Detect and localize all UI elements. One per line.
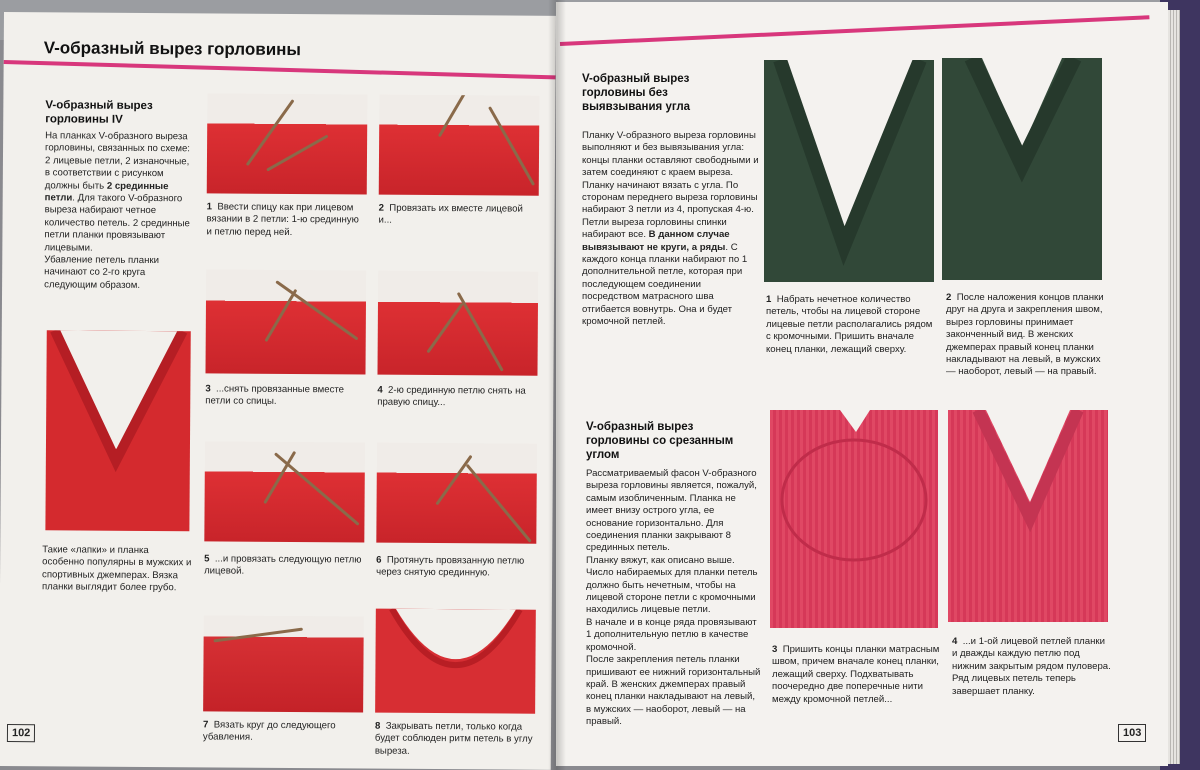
step-3-caption: 3 ...снять провязанные вместе петли со спицы. [205, 383, 345, 408]
right-page [556, 2, 1168, 766]
step-7-caption: 7 Вязать круг до следующего убавления. [202, 719, 336, 744]
intro-text: На планках V-образного выреза горловины, связанных по схеме: 2 лицевые петли, 2 изнаночные, в соответствии с рисунком должны быть 2 срединные петли. Для такого V-образного выреза набирают четное количество петель. 2 срединные петли планки провязывают лицевыми. Убавление петель планки начинают со 2-го круга следующим образом. [44, 130, 191, 291]
page-header: V-образный вырез горловины [43, 38, 302, 60]
step-6-photo [376, 443, 537, 544]
step-a1-caption: 1 Набрать нечетное количество петель, чтобы на лицевой стороне лицевые петли располагались рядом с кромочными. Пришить вначале конец планки, лежащий сверху. [766, 294, 933, 355]
step-1-photo [207, 93, 368, 194]
header-rule [4, 60, 556, 79]
pink-photo-1 [770, 410, 938, 628]
pink-photo-2 [948, 410, 1108, 622]
step-4-caption: 4 2-ю срединную петлю снять на правую спицу... [377, 384, 526, 409]
page-number: 102 [7, 724, 35, 742]
step-b4-caption: 4 ...и 1-ой лицевой петлей планки и дважды каждую петлю под нижним закрытым рядом пуловера. Ряд лицевых петель теперь завершает планку. [952, 636, 1111, 697]
step-7-photo [203, 615, 364, 712]
vneck-shape [45, 330, 190, 531]
section2-title: V-образный вырез горловины со срезанным углом [586, 421, 734, 461]
section-title: V-образный вырез горловины IV [45, 99, 153, 126]
section1-text: Планку V-образного выреза горловины выполняют и без вывязывания угла: концы планки оставляют свободными и затем соединяют с краем выреза. Планку начинают вязать с угла. По сторонам переднего выреза горловины набирают 3 петли из 4, пропуская 4-ю. Петли выреза горловины спинки набирают все. В данном случае вывязывают не круги, а ряды. С каждого конца планки набирают по 1 дополнительной петле, которая при последующем соединении посредством матрасного шва отгибается вовнутрь. Она и будет кромочной петлей. [582, 130, 759, 328]
green-photo-1 [764, 60, 934, 282]
photo-caption: Такие «лапки» и планка особенно популярны в мужских и спортивных джемперах. Вязка планки выглядит более грубо. [41, 544, 192, 594]
left-page [0, 12, 556, 770]
vneck-photo [45, 330, 190, 531]
step-b3-caption: 3 Пришить концы планки матрасным швом, причем вначале конец планки, лежащий сверху. Подхватывать поочередно две поперечные нити между кромочной петлей... [772, 644, 940, 705]
header-rule-right [560, 15, 1150, 46]
step-2-caption: 2 Провязать их вместе лицевой и... [378, 202, 523, 227]
page-edges [1168, 10, 1180, 764]
step-5-caption: 5 ...и провязать следующую петлю лицевой. [204, 553, 362, 578]
section1-title: V-образный вырез горловины без выявзывания угла [582, 73, 691, 113]
step-a2-caption: 2 После наложения концов планки друг на друга и закрепления швом, вырез горловины принимает законченный вид. В женских джемперах правый конец планки накладывают на левый, в мужских — наоборот, левый — на правый. [946, 292, 1104, 378]
section2-text: Рассматриваемый фасон V-образного выреза горловины является, пожалуй, самым изобличенным. Планка не имеет внизу острого угла, ее основание горизонтально. Для соединения планки закрывают 8 срединных петель. Планку вяжут, как описано выше. Число набираемых для планки петель должно быть нечетным, чтобы на лицевой стороне петли с кромочными находились лицевые петли. В начале и в конце ряда провязывают 1 дополнительную петлю в качестве кромочной. После закрепления петель планки пришивают ее нижний горизонтальный край. В женских джемперах правый конец планки накладывают на левый, в мужских — наоборот, левый — на правый. [586, 468, 761, 728]
step-1-caption: 1 Ввести спицу как при лицевом вязании в 2 петли: 1-ю срединную и петлю перед ней. [206, 201, 359, 238]
step-8-photo [375, 609, 536, 714]
page-number-right: 103 [1118, 724, 1146, 742]
green-photo-2 [942, 58, 1102, 280]
step-2-photo [379, 95, 540, 196]
step-5-photo [204, 441, 365, 542]
step-3-photo [205, 269, 366, 374]
step-8-caption: 8 Закрывать петли, только когда будет соблюден ритм петель в углу выреза. [374, 720, 533, 757]
step-4-photo [377, 271, 538, 376]
step-6-caption: 6 Протянуть провязанную петлю через снятую срединную. [376, 554, 525, 579]
book-gutter [548, 0, 566, 770]
